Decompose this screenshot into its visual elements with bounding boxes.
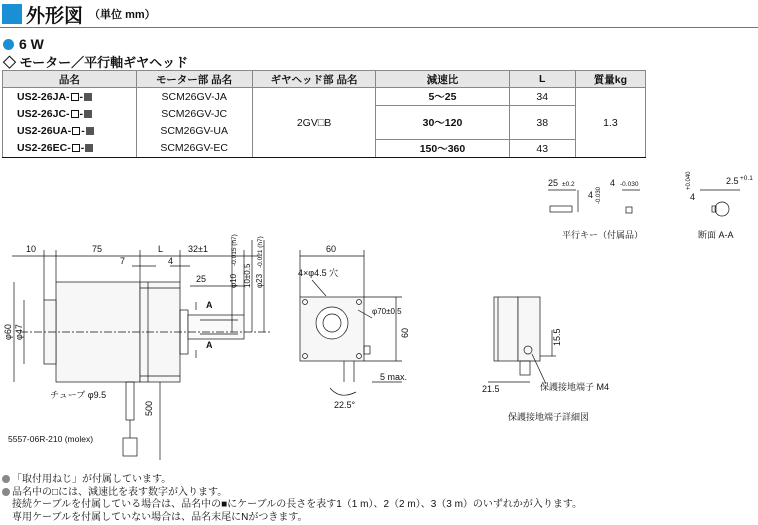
key-caption: 平行キー（付属品） bbox=[562, 230, 644, 240]
note-item: 接続ケーブルを付属している場合は、品名中の■にケーブルの長さを表す1（1 m）、2（2 m）、3（3 m）のいずれかが入ります。 bbox=[12, 499, 583, 510]
col-header: 減速比 bbox=[376, 71, 509, 88]
connector-label: 5557-06R-210 (molex) bbox=[8, 434, 94, 444]
holes-label: 4×φ4.5 穴 bbox=[298, 268, 339, 278]
power-label: 6 W bbox=[19, 36, 44, 52]
ground-caption: 保護接地端子詳細図 bbox=[508, 412, 590, 422]
pilot-tol-label: -0.021 (h7) bbox=[257, 236, 264, 268]
shaft-dia-label: φ10 bbox=[229, 273, 238, 288]
dim-label: 75 bbox=[92, 244, 103, 254]
section-a-label: A bbox=[206, 300, 213, 310]
dim-215-label: 21.5 bbox=[482, 384, 500, 394]
angle-label: 22.5° bbox=[334, 400, 356, 410]
tube-label: チューブ φ9.5 bbox=[50, 390, 107, 400]
product-name: US2-26EC- - bbox=[3, 140, 137, 158]
section-caption: 断面 A-A bbox=[698, 230, 734, 240]
unit-label: （単位 mm） bbox=[89, 9, 156, 21]
l-cell: 34 bbox=[509, 88, 575, 106]
note-item: 品名中の□には、減速比を表す数字が入ります。 bbox=[2, 487, 582, 500]
product-name: US2-26JA- - bbox=[3, 88, 137, 106]
dim-10-label: 10±0.5 bbox=[243, 263, 252, 288]
front-width-label: 60 bbox=[326, 244, 337, 254]
pcd-label: φ70±0.5 bbox=[372, 307, 402, 316]
dim-label: 7 bbox=[120, 256, 126, 266]
col-header: モーター部 品名 bbox=[136, 71, 252, 88]
note-item: 専用ケーブルを付属していない場合は、品名末尾にNがつきます。 bbox=[12, 511, 308, 523]
dia-60-label: φ60 bbox=[3, 324, 13, 340]
page-header bbox=[2, 2, 156, 26]
col-header: ギヤヘッド部 品名 bbox=[252, 71, 376, 88]
header-rule bbox=[0, 27, 758, 28]
section-d-tol: +0.1 bbox=[740, 175, 753, 182]
l-cell: 43 bbox=[509, 140, 575, 158]
motor-name: SCM26GV-EC bbox=[136, 140, 252, 158]
l-cell: 38 bbox=[509, 106, 575, 140]
motor-name: SCM26GV-JA bbox=[136, 88, 252, 106]
key-length-tol: ±0.2 bbox=[562, 181, 575, 188]
dim-label: 25 bbox=[196, 274, 207, 284]
bullet-dot-icon bbox=[3, 39, 14, 50]
section-a-label: A bbox=[206, 340, 213, 350]
cable-length-label: 500 bbox=[144, 400, 154, 416]
dimension-drawing bbox=[0, 160, 758, 472]
motor-name: SCM26GV-UA bbox=[136, 123, 252, 140]
dim-label: 4 bbox=[168, 256, 174, 266]
page-title: 外形図 bbox=[26, 5, 84, 27]
title-square-icon bbox=[2, 4, 22, 24]
table-header-row bbox=[3, 71, 646, 88]
power-heading bbox=[3, 36, 44, 52]
key-thick-label: 4 bbox=[610, 178, 616, 188]
spec-table bbox=[2, 70, 646, 158]
dim-155-label: 15.5 bbox=[552, 328, 562, 346]
note-item: 「取付用ねじ」が付属しています。 bbox=[2, 474, 582, 487]
five-max-label: 5 max. bbox=[380, 372, 408, 382]
shaft-tol-label: -0.015 (h7) bbox=[231, 234, 238, 266]
key-length-label: 25 bbox=[548, 178, 559, 188]
type-heading: ◇ モーター／平行軸ギヤヘッド bbox=[3, 55, 189, 70]
ratio-cell: 150～360 bbox=[376, 140, 509, 158]
product-name: US2-26UA- - bbox=[3, 123, 137, 140]
key-thick-tol: -0.030 bbox=[620, 181, 639, 188]
dim-label: 10 bbox=[26, 244, 37, 254]
key-width-label: 4 bbox=[588, 190, 594, 200]
col-header: 品名 bbox=[3, 71, 137, 88]
table-row bbox=[3, 88, 646, 106]
dim-label: 32±1 bbox=[188, 244, 208, 254]
motor-name: SCM26GV-JC bbox=[136, 106, 252, 123]
dim-label: L bbox=[158, 244, 164, 254]
ratio-cell: 5～25 bbox=[376, 88, 509, 106]
mass-cell: 1.3 bbox=[575, 88, 645, 158]
section-h-label: 4 bbox=[690, 192, 696, 202]
col-header: L bbox=[509, 71, 575, 88]
dia-47-label: φ47 bbox=[14, 324, 24, 340]
ground-label: 保護接地端子 M4 bbox=[540, 382, 610, 392]
pilot-dia-label: φ23 bbox=[255, 273, 264, 288]
col-header: 質量kg bbox=[575, 71, 645, 88]
key-width-tol: -0.030 bbox=[596, 186, 602, 204]
section-h-tol: +0.040 bbox=[686, 171, 692, 190]
section-d-label: 2.5 bbox=[726, 176, 739, 186]
product-name: US2-26JC- - bbox=[3, 106, 137, 123]
ratio-cell: 30～120 bbox=[376, 106, 509, 140]
gearhead-name: 2GV□B bbox=[252, 88, 376, 158]
notes bbox=[2, 474, 582, 524]
front-height-label: 60 bbox=[400, 327, 410, 338]
